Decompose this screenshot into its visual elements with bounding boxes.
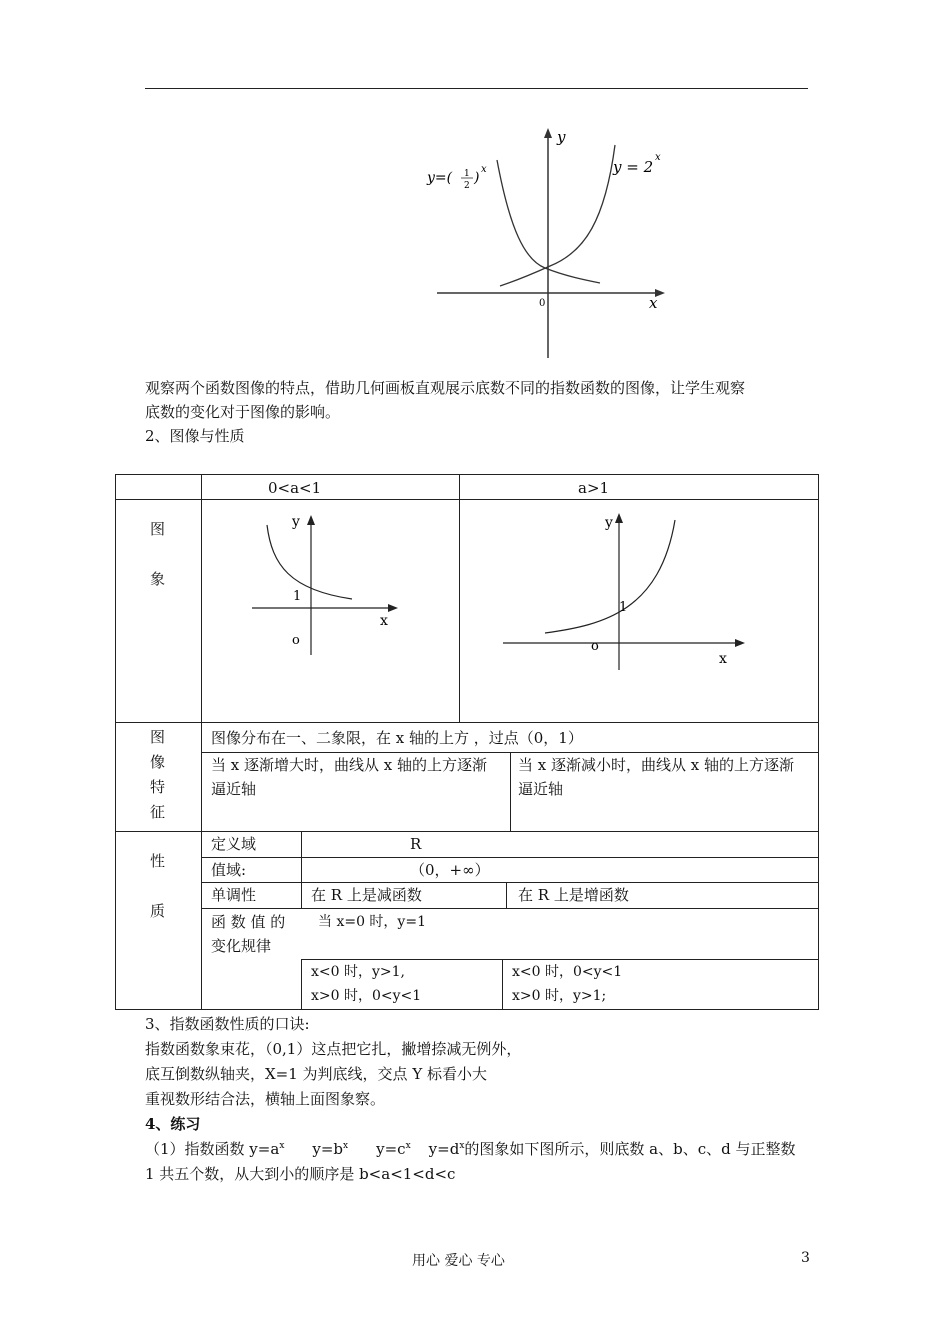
change-common: 当 x=0 时，y=1 [318, 914, 426, 930]
svg-text:x: x [380, 613, 388, 629]
label-two-power [612, 152, 661, 176]
domain-value: R [410, 835, 422, 853]
feature-label-4: 征 [150, 803, 166, 821]
intro-line-2: 底数的变化对于图像的影响。 [145, 403, 341, 421]
svg-text:y = 2: y = 2 [613, 158, 654, 176]
feature-common: 图像分布在一、二象限，在 x 轴的上方 ，过点（0，1） [211, 729, 583, 747]
svg-text:2: 2 [464, 181, 470, 191]
feature-label-2: 像 [150, 753, 166, 771]
graph-increasing [495, 505, 755, 675]
axis-y-label: y [557, 128, 566, 146]
svg-text:x: x [655, 152, 661, 163]
monotonicity-left: 在 R 上是减函数 [311, 886, 422, 904]
footer-motto: 用心 爱心 专心 [412, 1253, 505, 1269]
prop-label-2: 质 [150, 902, 166, 920]
header-rule [145, 88, 808, 89]
feature-right-line-2: 逼近轴 [518, 780, 564, 798]
exercise-1-line-1: （1）指数函数 $y=a^x$ $y=b^x$ $y=c^x$ $y=d^x$的图象如下图所示，则底数 a、b、c、d 与正整数 [145, 1140, 796, 1158]
section-2-title: 2、图像与性质 [145, 427, 245, 445]
svg-text:y: y [605, 515, 613, 531]
graph-row-label-1: 图 [150, 520, 166, 538]
mnemonic-line-2: 底互倒数纵轴夹，X=1 为判底线，交点 Y 标看小大 [145, 1065, 487, 1083]
change-label-2: 变化规律 [211, 937, 272, 955]
page-number: 3 [801, 1250, 810, 1266]
feature-right-line-1: 当 x 逐渐减小时，曲线从 x 轴的上方逐渐 [518, 756, 794, 774]
change-right-2: x>0 时，y>1; [512, 988, 607, 1004]
prop-label-1: 性 [150, 852, 166, 870]
axis-x-label: x [649, 294, 658, 312]
graph-row-label-2: 象 [150, 570, 166, 588]
graph-decreasing [240, 505, 410, 665]
svg-text:y=(: y=( [427, 170, 453, 186]
monotonicity-label: 单调性 [211, 886, 257, 904]
mnemonic-line-1: 指数函数象束花，（0,1）这点把它扎，撇增捺减无例外， [145, 1040, 522, 1058]
svg-text:o: o [591, 639, 599, 654]
label-half-power [426, 164, 487, 191]
svg-text:1: 1 [619, 600, 628, 615]
svg-text:y: y [292, 514, 300, 530]
monotonicity-right: 在 R 上是增函数 [518, 886, 629, 904]
svg-text:x: x [481, 164, 487, 175]
section-3-title: 3、指数函数性质的口诀: [145, 1015, 310, 1033]
origin-label: 0 [539, 298, 546, 309]
header-base-greater-than-one: a>1 [578, 479, 610, 497]
feature-label-1: 图 [150, 728, 166, 746]
range-label: 值域: [211, 861, 247, 879]
exponential-figure [415, 120, 675, 365]
exercise-1-line-2: 1 共五个数，从大到小的顺序是 b<a<1<d<c [145, 1165, 456, 1183]
svg-text:x: x [719, 651, 727, 667]
mnemonic-line-3: 重视数形结合法，横轴上面图象察。 [145, 1090, 386, 1108]
feature-left-line-2: 逼近轴 [211, 780, 257, 798]
feature-label-3: 特 [150, 778, 166, 796]
svg-text:): ) [474, 170, 480, 186]
domain-label: 定义域 [211, 835, 257, 853]
change-left-2: x>0 时，0<y<1 [311, 988, 422, 1004]
svg-text:o: o [292, 633, 300, 648]
range-value: （0，+∞） [410, 861, 490, 879]
feature-left-line-1: 当 x 逐渐增大时，曲线从 x 轴的上方逐渐 [211, 756, 487, 774]
change-label-1: 函 数 值 的 [211, 913, 286, 931]
curve-two-power [500, 145, 615, 286]
svg-text:1: 1 [464, 169, 470, 179]
header-base-less-than-one: 0<a<1 [268, 479, 322, 497]
intro-line-1: 观察两个函数图像的特点，借助几何画板直观展示底数不同的指数函数的图像，让学生观察 [145, 379, 746, 397]
svg-text:1: 1 [293, 589, 302, 604]
section-4-title: 4、练习 [145, 1115, 201, 1133]
change-left-1: x<0 时，y>1, [311, 964, 405, 980]
change-right-1: x<0 时，0<y<1 [512, 964, 623, 980]
